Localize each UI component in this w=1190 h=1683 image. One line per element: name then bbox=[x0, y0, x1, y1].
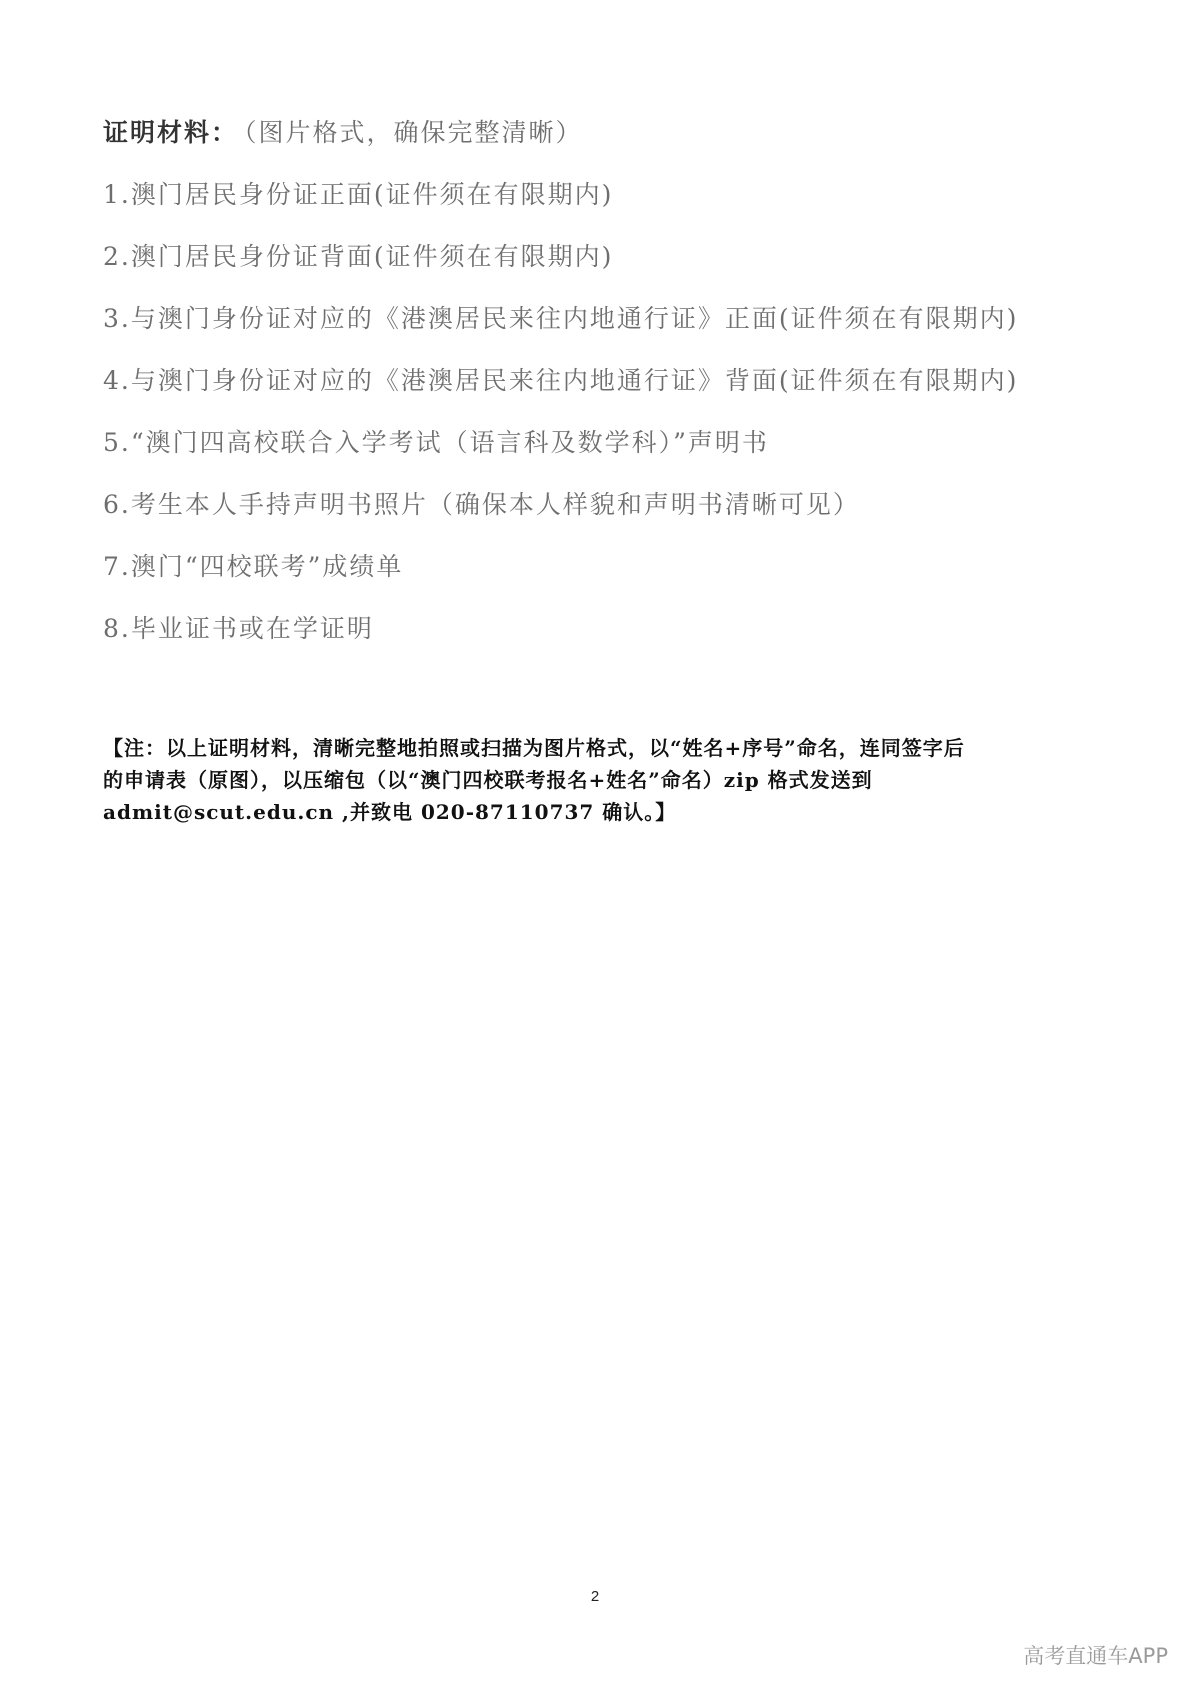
materials-list bbox=[103, 178, 1018, 674]
section-heading bbox=[103, 116, 583, 150]
list-item: 1.澳门居民身份证正面(证件须在有限期内) bbox=[103, 180, 614, 209]
page-number: 2 bbox=[590, 1588, 600, 1605]
watermark-text: 高考直通车APP bbox=[1023, 1644, 1168, 1668]
list-item: 4.与澳门身份证对应的《港澳居民来往内地通行证》背面(证件须在有限期内) bbox=[103, 366, 1019, 395]
list-item: 6.考生本人手持声明书照片（确保本人样貌和声明书清晰可见） bbox=[103, 490, 860, 519]
list-item: 7.澳门“四校联考”成绩单 bbox=[103, 552, 404, 581]
submission-note bbox=[103, 732, 1093, 828]
list-item: 2.澳门居民身份证背面(证件须在有限期内) bbox=[103, 242, 614, 271]
note-line: 【注：以上证明材料，清晰完整地拍照或扫描为图片格式，以“姓名+序号”命名，连同签字后 bbox=[103, 736, 965, 760]
list-item: 8.毕业证书或在学证明 bbox=[103, 614, 374, 643]
heading-note: （图片格式，确保完整清晰） bbox=[244, 118, 583, 147]
note-line: admit@scut.edu.cn ,并致电 020-87110737 确认。】 bbox=[103, 800, 677, 824]
heading-title: 证明材料： bbox=[103, 118, 239, 147]
note-line: 的申请表（原图），以压缩包（以“澳门四校联考报名+姓名”命名）zip 格式发送到 bbox=[103, 768, 873, 792]
list-item: 3.与澳门身份证对应的《港澳居民来往内地通行证》正面(证件须在有限期内) bbox=[103, 304, 1019, 333]
list-item: 5.“澳门四高校联合入学考试（语言科及数学科）”声明书 bbox=[103, 428, 769, 457]
